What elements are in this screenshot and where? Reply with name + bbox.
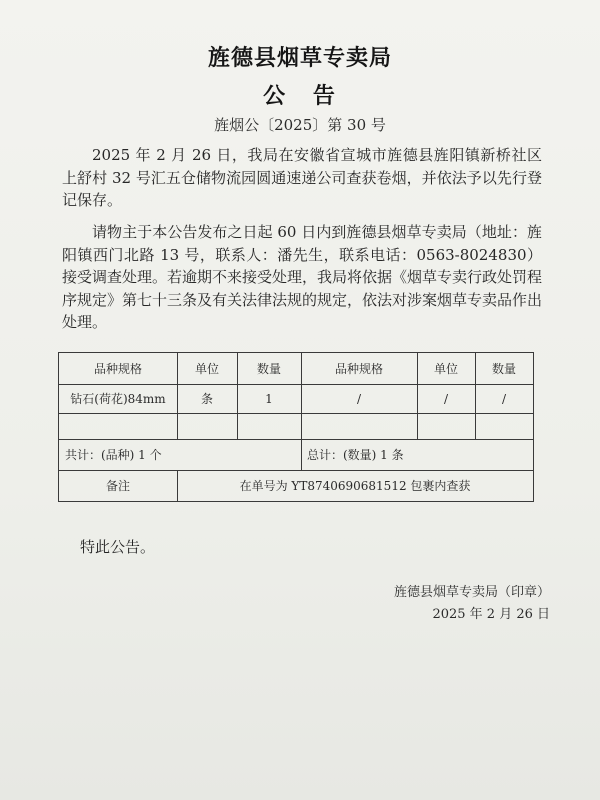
seized-items-table — [58, 352, 534, 502]
closing-statement: 特此公告。 — [80, 538, 156, 556]
table-cell — [301, 413, 417, 439]
table-cell: 钻石(荷花)84mm — [70, 392, 166, 406]
table-cell — [237, 413, 301, 439]
document-number: 旌烟公〔2025〕第 30 号 — [214, 116, 386, 134]
header-quantity-2: 数量 — [491, 362, 516, 376]
header-quantity-1: 数量 — [256, 362, 281, 376]
table-cell: 条 — [200, 392, 213, 406]
header-unit-1: 单位 — [194, 362, 219, 376]
issue-date: 2025 年 2 月 26 日 — [432, 607, 550, 622]
table-cell — [59, 413, 177, 439]
remark-value: 在单号为 YT8740690681512 包裹内查获 — [239, 479, 471, 493]
table-cell — [475, 413, 533, 439]
table-cell: 1 — [265, 391, 273, 406]
organization-title: 旌德县烟草专卖局 — [207, 46, 392, 71]
table-cell — [177, 413, 237, 439]
table-cell: / — [356, 391, 362, 406]
header-variety-2: 品种规格 — [334, 362, 383, 376]
notice-title: 公 告 — [263, 84, 345, 109]
total-quantity: 总计：(数量) 1 条 — [307, 448, 404, 462]
total-varieties: 共计：(品种) 1 个 — [65, 448, 162, 462]
header-variety-1: 品种规格 — [93, 362, 142, 376]
header-unit-2: 单位 — [433, 362, 458, 376]
table-cell: / — [443, 391, 449, 406]
paragraph-seizure: 2025 年 2 月 26 日，我局在安徽省宣城市旌德县旌阳镇新桥社区上舒村 32 号汇五仓储物流园圆通速递公司查获卷烟，并依法予以先行登记保存。 — [62, 146, 542, 209]
issuer-signature: 旌德县烟草专卖局（印章） — [393, 585, 550, 600]
table-cell — [417, 413, 475, 439]
paragraph-instructions: 请物主于本公告发布之日起 60 日内到旌德县烟草专卖局（地址：旌阳镇西门北路 13 号，联系人：潘先生，联系电话：0563-8024830）接受调查处理。若逾期不来接受处理，我局将依据《烟草专卖行政处罚程序规定》第七十三条及有关法律法规的规定，依法对涉案烟草专卖品作出处理。 — [62, 223, 543, 331]
remark-label: 备注 — [105, 479, 130, 493]
table-cell: / — [501, 391, 507, 406]
